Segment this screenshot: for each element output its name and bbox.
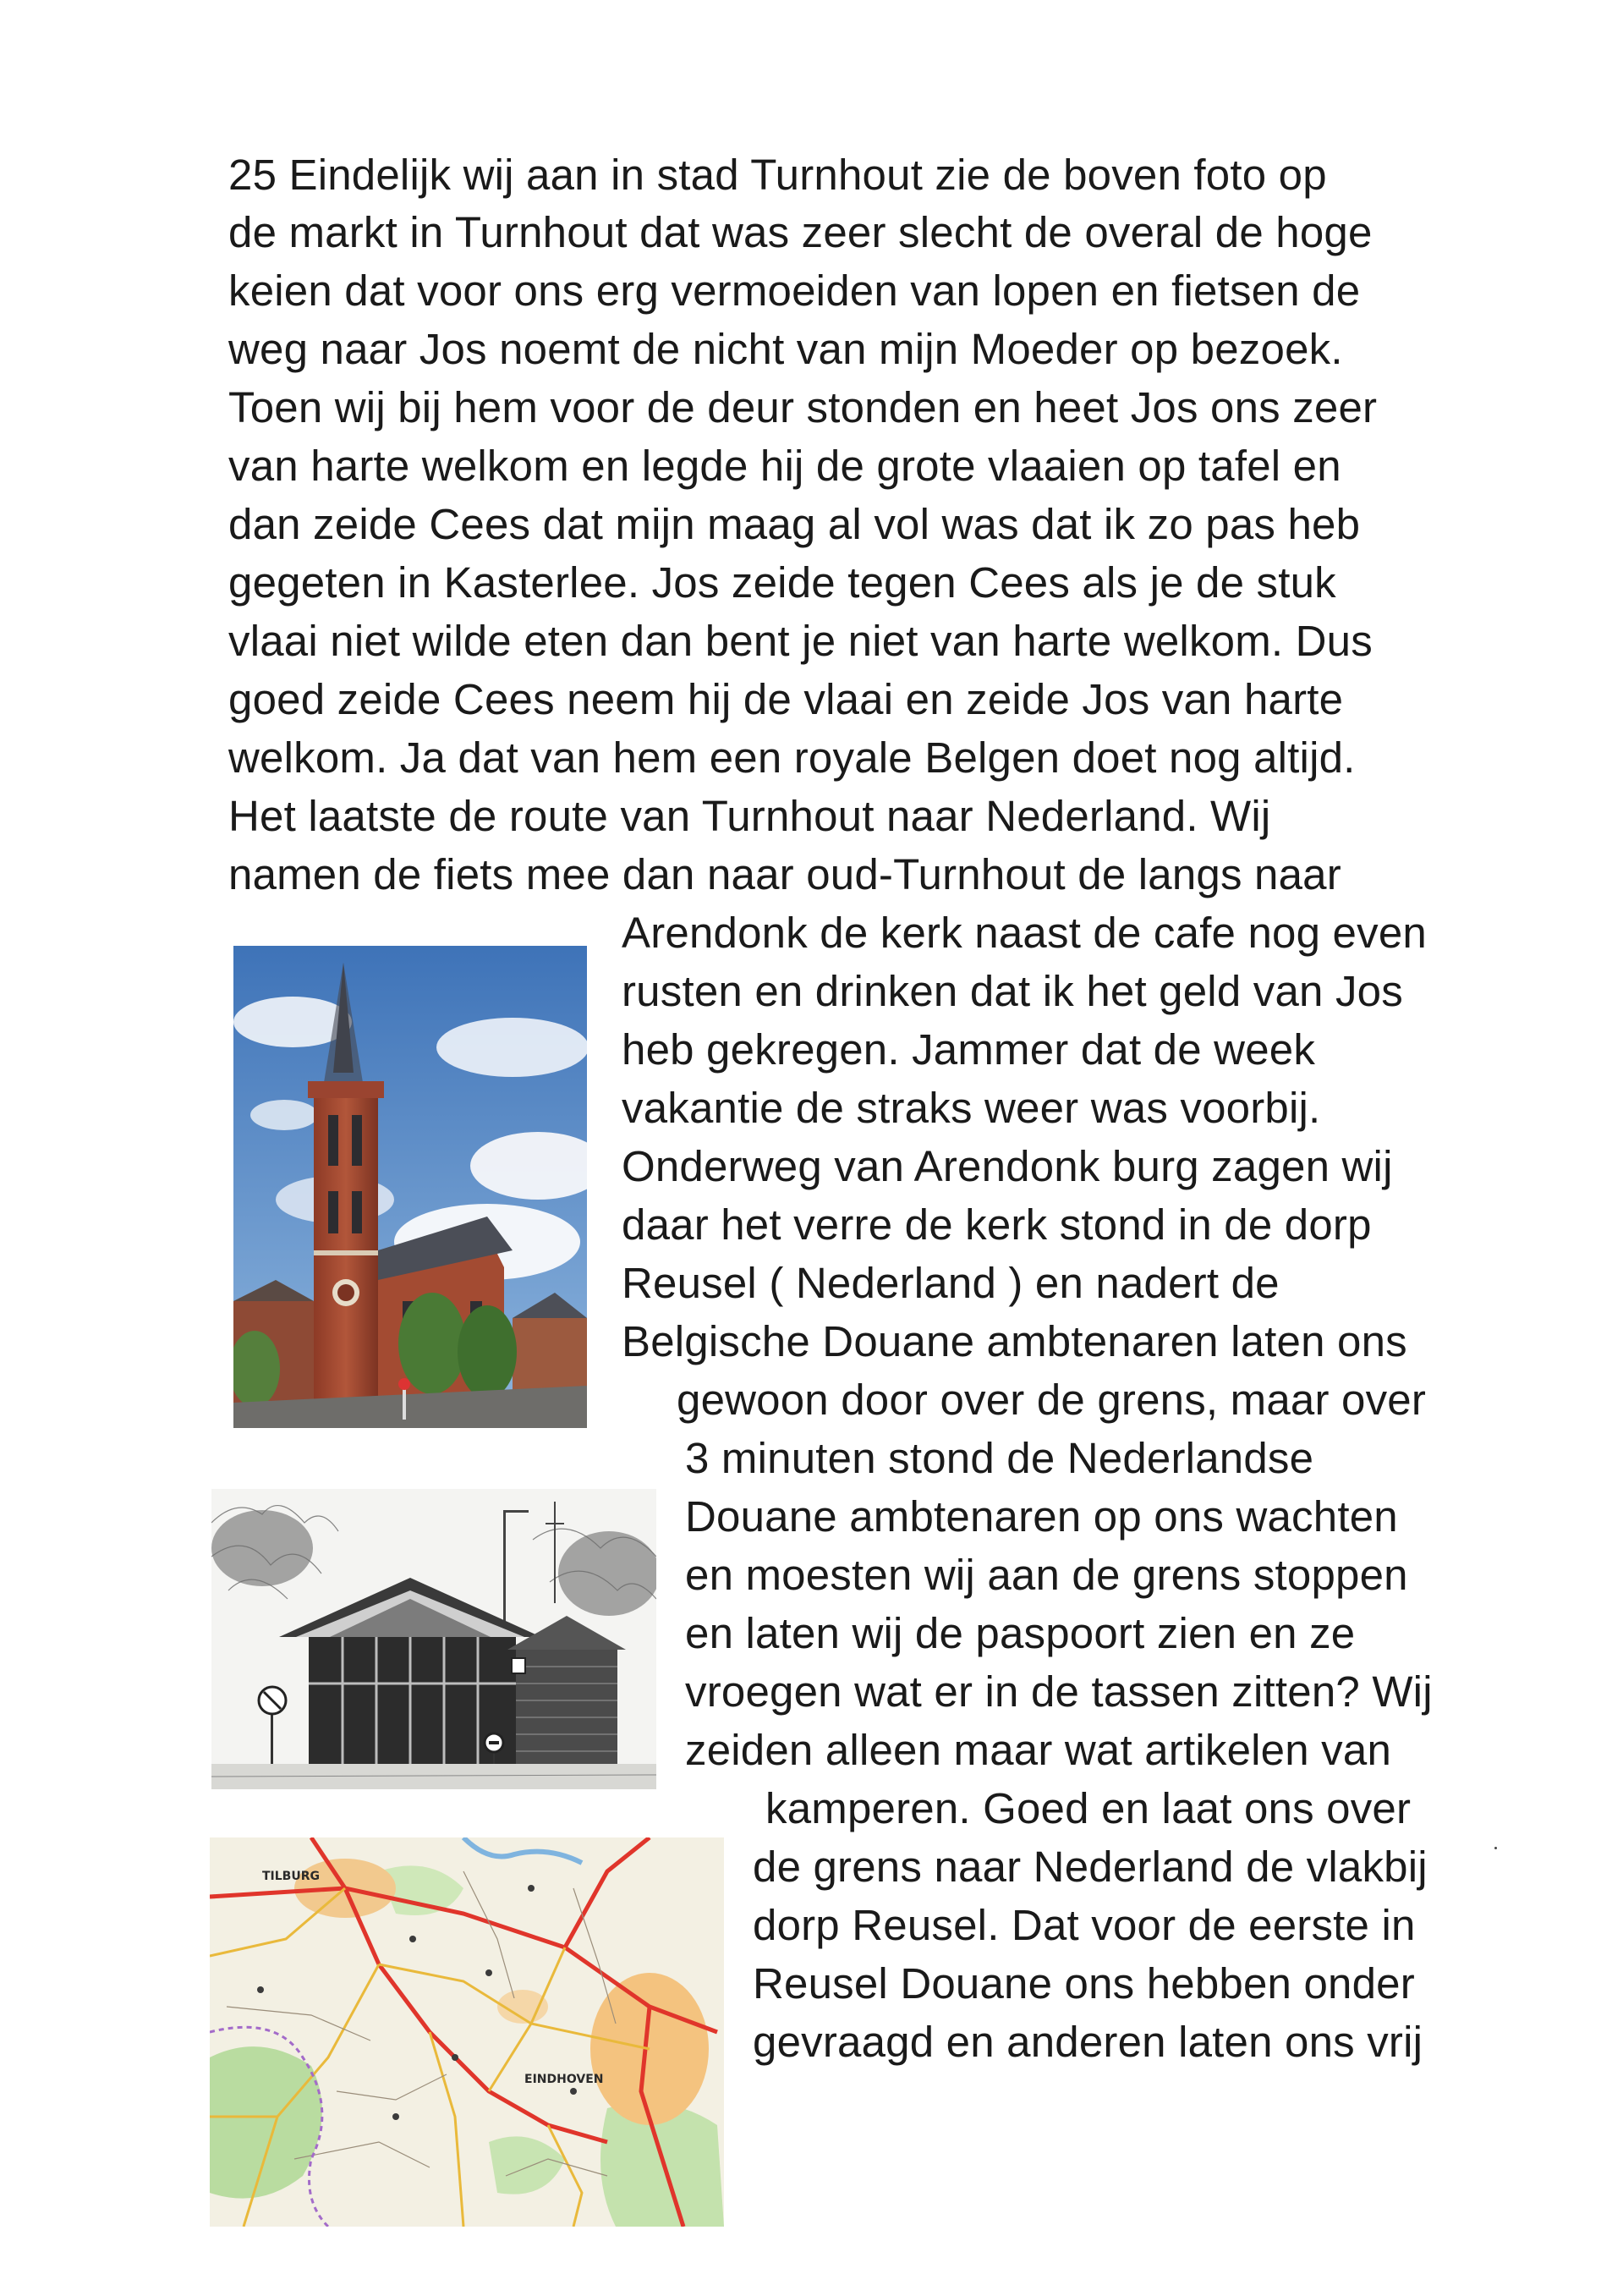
text-line-33: gevraagd en anderen laten ons vrij (753, 2018, 1423, 2066)
text-line-6: van harte welkom en legde hij de grote vlaaien op tafel en (228, 442, 1341, 490)
text-line-12: Het laatste de route van Turnhout naar Nederland. Wij (228, 792, 1271, 840)
text-line-9: vlaai niet wilde eten dan bent je niet van harte welkom. Dus (228, 617, 1373, 665)
text-line-7: dan zeide Cees dat mijn maag al vol was dat ik zo pas heb (228, 500, 1361, 548)
text-line-10: goed zeide Cees neem hij de vlaai en zeide Jos van harte (228, 675, 1344, 723)
map-label-tilburg: TILBURG (262, 1870, 320, 1883)
stray-mark (1494, 1847, 1497, 1849)
text-line-1: 25 Eindelijk wij aan in stad Turnhout zie de boven foto op (228, 151, 1327, 199)
text-line-30: de grens naar Nederland de vlakbij (753, 1843, 1428, 1891)
text-line-29: kamperen. Goed en laat ons over (765, 1784, 1412, 1832)
text-line-5: Toen wij bij hem voor de deur stonden en heet Jos ons zeer (228, 383, 1378, 431)
text-line-19: daar het verre de kerk stond in de dorp (622, 1200, 1372, 1249)
text-line-16: heb gekregen. Jammer dat de week (622, 1025, 1316, 1074)
text-line-20: Reusel ( Nederland ) en nadert de (622, 1259, 1280, 1307)
text-line-24: Douane ambtenaren op ons wachten (685, 1492, 1398, 1541)
text-line-23: 3 minuten stond de Nederlandse (685, 1434, 1314, 1482)
text-line-13: namen de fiets mee dan naar oud-Turnhout de langs naar (228, 850, 1341, 898)
text-line-17: vakantie de straks weer was voorbij. (622, 1084, 1321, 1132)
text-line-26: en laten wij de paspoort zien en ze (685, 1609, 1356, 1657)
text-line-31: dorp Reusel. Dat voor de eerste in (753, 1901, 1416, 1949)
text-line-14: Arendonk de kerk naast de cafe nog even (622, 909, 1427, 957)
text-line-28: zeiden alleen maar wat artikelen van (685, 1726, 1392, 1774)
map-label-eindhoven: EINDHOVEN (524, 2073, 604, 2086)
text-line-18: Onderweg van Arendonk burg zagen wij (622, 1142, 1393, 1190)
text-line-32: Reusel Douane ons hebben onder (753, 1959, 1415, 2008)
text-line-2: de markt in Turnhout dat was zeer slecht de overal de hoge (228, 208, 1373, 256)
text-line-21: Belgische Douane ambtenaren laten ons (622, 1317, 1407, 1365)
road-map (210, 1837, 724, 2227)
text-line-11: welkom. Ja dat van hem een royale Belgen doet nog altijd. (228, 733, 1356, 782)
text-line-15: rusten en drinken dat ik het geld van Jos (622, 967, 1403, 1015)
church-photo (233, 946, 587, 1428)
text-line-22: gewoon door over de grens, maar over (677, 1376, 1427, 1424)
text-line-25: en moesten wij aan de grens stoppen (685, 1551, 1408, 1599)
text-line-4: weg naar Jos noemt de nicht van mijn Moeder op bezoek. (228, 325, 1343, 373)
customs-office-drawing (211, 1489, 656, 1789)
text-line-27: vroegen wat er in de tassen zitten? Wij (685, 1667, 1433, 1716)
text-line-3: keien dat voor ons erg vermoeiden van lopen en fietsen de (228, 266, 1361, 315)
text-line-8: gegeten in Kasterlee. Jos zeide tegen Cees als je de stuk (228, 558, 1336, 607)
